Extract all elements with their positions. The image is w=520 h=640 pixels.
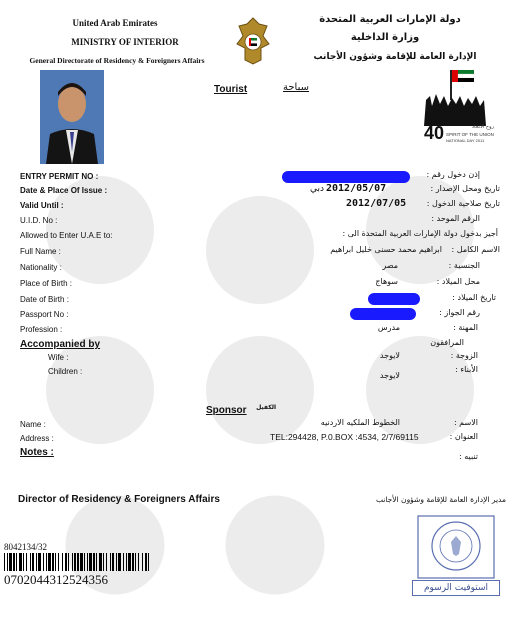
issue-place: دبي	[309, 184, 324, 194]
barcode-bar	[72, 553, 73, 571]
pob-label-en: Place of Birth :	[20, 279, 73, 288]
barcode-bar	[65, 553, 67, 571]
barcode-bar	[142, 553, 143, 571]
fees-paid-stamp	[412, 512, 500, 604]
barcode-bar	[38, 553, 41, 571]
barcode-bar	[132, 553, 134, 571]
logo-line1: روح الاتحاد	[471, 124, 494, 130]
dob-label-en: Date of Birth :	[20, 295, 69, 304]
director-title-ar: مدير الإدارة العامة للإقامة وشؤون الأجانب	[375, 495, 506, 504]
uid-label-en: U.I.D. No :	[20, 216, 58, 225]
barcode-bar	[7, 553, 8, 571]
entry-permit-redaction	[282, 171, 410, 183]
notes-label-en: Notes :	[20, 447, 54, 458]
barcode-bar	[43, 553, 44, 571]
barcode-bar	[135, 553, 136, 571]
barcode-bar	[123, 553, 124, 571]
barcode-bar	[80, 553, 83, 571]
issue-date: 2012/05/07	[326, 183, 387, 194]
barcode-bar	[58, 553, 59, 571]
profession-value: مدرس	[377, 323, 400, 332]
accompanied-title-ar: المرافقون	[430, 338, 464, 347]
barcode-bar	[9, 553, 12, 571]
logo-number: 40	[424, 123, 445, 143]
children-label-en: Children :	[48, 367, 83, 376]
barcode-bar	[36, 553, 37, 571]
stamp-text: استوفيت الرسوم	[412, 580, 500, 596]
barcode-bar	[16, 553, 17, 571]
watermark-emblem-icon	[220, 490, 330, 600]
valid-label-en: Valid Until :	[20, 201, 64, 210]
uae-falcon-emblem-icon	[233, 14, 273, 66]
header-ministry-ar: وزارة الداخلية	[350, 32, 420, 43]
sponsor-address-label-ar: العنوان :	[449, 432, 478, 441]
barcode-bar	[89, 553, 92, 571]
barcode-bar	[145, 553, 147, 571]
entry-permit-label-ar: إذن دخول رقم :	[426, 170, 480, 179]
issue-label-en: Date & Place Of Issue :	[20, 186, 108, 195]
barcode-bar	[93, 553, 95, 571]
barcode-bar	[126, 553, 127, 571]
sponsor-name-label-ar: الاسم :	[453, 418, 478, 427]
barcode-bar	[4, 553, 5, 571]
visa-type-en: Tourist	[214, 84, 248, 95]
sponsor-address-label-en: Address :	[20, 434, 54, 443]
logo-line2: SPIRIT OF THE UNION	[446, 132, 494, 137]
flag-and-crowd-icon	[420, 66, 500, 126]
accompanied-title-en: Accompanied by	[20, 339, 101, 350]
barcode-bar	[48, 553, 51, 571]
barcode-bar	[103, 553, 104, 571]
barcode-bar	[32, 553, 34, 571]
sponsor-title-en: Sponsor	[206, 405, 247, 416]
sponsor-name-label-en: Name :	[20, 420, 46, 429]
dob-redaction	[368, 293, 420, 305]
children-label-ar: الأبناء :	[455, 365, 478, 374]
barcode-number: 0702044312524356	[4, 572, 108, 587]
visa-type-ar: سياحة	[283, 82, 309, 93]
logo-line3: NATIONAL DAY 2011	[446, 138, 485, 143]
barcode-bar	[118, 553, 121, 571]
header-country-en: United Arab Emirates	[72, 18, 158, 28]
nationality-value: مصر	[382, 261, 398, 270]
pob-label-ar: محل الميلاد :	[436, 277, 480, 286]
wife-label-en: Wife :	[48, 353, 69, 362]
director-title-en: Director of Residency & Foreigners Affairs	[18, 494, 220, 505]
notes-label-ar: تنبيه :	[459, 452, 478, 461]
barcode-icon	[4, 553, 154, 571]
profession-label-en: Profession :	[20, 325, 63, 334]
barcode-bar	[138, 553, 139, 571]
fullname-label-en: Full Name :	[20, 247, 61, 256]
passport-redaction	[350, 308, 416, 320]
barcode-bar	[68, 553, 69, 571]
barcode-bar	[55, 553, 56, 571]
valid-date: 2012/07/05	[346, 198, 407, 209]
fullname-value: ابراهيم محمد حسنى خليل ابراهيم	[330, 245, 442, 254]
barcode-bar	[13, 553, 15, 571]
barcode-bar	[110, 553, 111, 571]
barcode-bar	[74, 553, 76, 571]
barcode-bar	[23, 553, 24, 571]
barcode-bar	[96, 553, 97, 571]
wife-value: لايوجد	[379, 351, 400, 360]
issue-label-ar: تاريخ ومحل الإصدار :	[430, 184, 500, 193]
passport-label-ar: رقم الجواز :	[439, 308, 480, 317]
barcode-bar	[19, 553, 22, 571]
barcode-bar	[106, 553, 107, 571]
allowed-label-ar: أجيز بدخول دولة الإمارات العربية المتحدة الى :	[342, 229, 498, 238]
header-directorate-en: General Directorate of Residency & Foreigners Affairs	[29, 56, 205, 65]
barcode-bar	[46, 553, 47, 571]
nationality-label-ar: الجنسية :	[448, 261, 480, 270]
sponsor-title-ar: الكفيل	[256, 404, 276, 411]
wife-label-ar: الزوجة :	[450, 351, 478, 360]
children-value: لايوجد	[379, 371, 400, 380]
barcode-bar	[128, 553, 131, 571]
header-ministry-en: MINISTRY OF INTERIOR	[71, 37, 179, 47]
barcode-bar	[26, 553, 27, 571]
nationality-label-en: Nationality :	[20, 263, 62, 272]
barcode-bar	[77, 553, 79, 571]
applicant-photo	[40, 70, 104, 164]
reference-number: 8042134/32	[4, 542, 48, 552]
barcode-bar	[52, 553, 54, 571]
barcode-bar	[84, 553, 85, 571]
entry-permit-label-en: ENTRY PERMIT NO :	[20, 172, 99, 181]
barcode-bar	[148, 553, 149, 571]
header-directorate-ar: الإدارة العامة للإقامة وشؤون الأجانب	[313, 52, 477, 62]
stamp-seal-icon	[412, 512, 500, 582]
barcode-bar	[112, 553, 114, 571]
barcode-bar	[30, 553, 31, 571]
barcode-bar	[62, 553, 63, 571]
barcode-bar	[87, 553, 88, 571]
valid-label-ar: تاريخ صلاحية الدخول :	[426, 199, 500, 208]
dob-label-ar: تاريخ الميلاد :	[452, 293, 496, 302]
allowed-label-en: Allowed to Enter U.A.E to:	[20, 231, 113, 240]
sponsor-name-value: الخطوط الملكيه الاردنيه	[320, 418, 400, 427]
pob-value: سوهاج	[375, 277, 398, 286]
passport-label-en: Passport No :	[20, 310, 69, 319]
fullname-label-ar: الاسم الكامل :	[451, 245, 500, 254]
spirit-of-union-logo	[420, 66, 500, 161]
profession-label-ar: المهنة :	[453, 323, 478, 332]
barcode-bar	[99, 553, 102, 571]
sponsor-address-value: TEL:294428, P.0.BOX :4534, 2/7/69115	[270, 432, 419, 442]
uid-label-ar: الرقم الموحد :	[431, 214, 480, 223]
header-country-ar: دولة الإمارات العربية المتحدة	[319, 14, 461, 25]
barcode-bar	[116, 553, 117, 571]
